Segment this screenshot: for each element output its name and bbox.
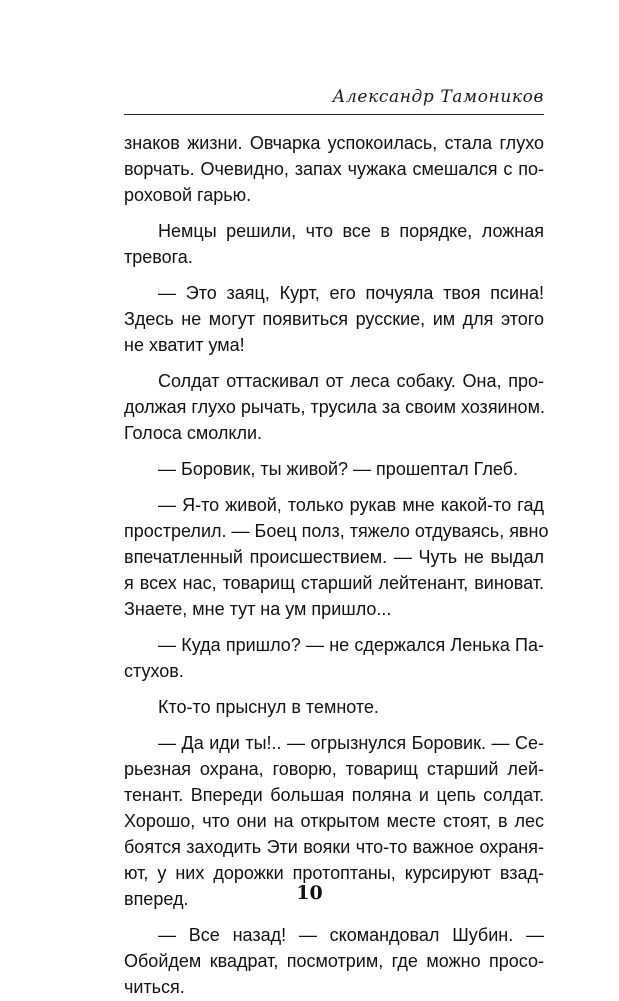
header-rule bbox=[124, 114, 544, 115]
paragraph bbox=[124, 694, 544, 720]
paragraph bbox=[124, 492, 549, 622]
text-line: Хорошо, что они на открытом месте стоят, в лес bbox=[124, 811, 544, 831]
text-line: ворчать. Очевидно, запах чужака смешался с по- bbox=[124, 159, 544, 179]
text-line: — Куда пришло? — не сдержался Ленька Па- bbox=[158, 635, 544, 655]
text-line: ют, у них дорожки протоптаны, курсируют взад- bbox=[124, 863, 544, 883]
text-line: — Да иди ты!.. — огрызнулся Боровик. — Се- bbox=[158, 733, 544, 753]
text-line: Обойдем квадрат, посмотрим, где можно просо- bbox=[124, 951, 544, 971]
text-line: должая глухо рычать, трусила за своим хозяином. bbox=[124, 397, 545, 417]
page-number: 10 bbox=[296, 882, 323, 904]
text-line: знаков жизни. Овчарка успокоилась, стала глухо bbox=[124, 133, 544, 153]
paragraph bbox=[124, 280, 544, 358]
text-line: Знаете, мне тут на ум пришло... bbox=[124, 599, 392, 619]
text-line: Кто-то прыснул в темноте. bbox=[158, 697, 379, 717]
paragraph bbox=[124, 922, 544, 1000]
paragraph bbox=[124, 632, 544, 684]
text-line: — Боровик, ты живой? — прошептал Глеб. bbox=[158, 459, 518, 479]
text-line: боятся заходить Эти вояки что-то важное охраня- bbox=[124, 837, 544, 857]
running-head-author: Александр Тамоников bbox=[332, 87, 544, 107]
text-line: тенант. Впереди большая поляна и цепь солдат. bbox=[124, 785, 544, 805]
paragraph bbox=[124, 130, 544, 208]
paragraph bbox=[124, 368, 544, 446]
text-line: прострелил. — Боец полз, тяжело отдуваясь, явно bbox=[124, 521, 549, 541]
text-line: Здесь не могут появиться русские, им для этого bbox=[124, 309, 544, 329]
text-line: Солдат оттаскивал от леса собаку. Она, про- bbox=[158, 371, 544, 391]
paragraph bbox=[124, 456, 544, 482]
text-line: вперед. bbox=[124, 889, 189, 909]
text-line: стухов. bbox=[124, 661, 184, 681]
text-line: роховой гарью. bbox=[124, 185, 252, 205]
text-line: впечатленный происшествием. — Чуть не выдал bbox=[124, 547, 544, 567]
text-line: Голоса смолкли. bbox=[124, 423, 263, 443]
text-line: читься. bbox=[124, 977, 185, 997]
text-line: Немцы решили, что все в порядке, ложная bbox=[158, 221, 544, 241]
body-text bbox=[124, 130, 549, 1000]
text-line: — Это заяц, Курт, его почуяла твоя псина! bbox=[158, 283, 544, 303]
text-line: не хватит ума! bbox=[124, 335, 245, 355]
paragraph bbox=[124, 218, 544, 270]
text-line: тревога. bbox=[124, 247, 193, 267]
text-line: — Я-то живой, только рукав мне какой-то гад bbox=[158, 495, 544, 515]
text-line: я всех нас, товарищ старший лейтенант, виноват. bbox=[124, 573, 544, 593]
text-line: рьезная охрана, говорю, товарищ старший лей- bbox=[124, 759, 544, 779]
text-line: — Все назад! — скомандовал Шубин. — bbox=[158, 925, 544, 945]
